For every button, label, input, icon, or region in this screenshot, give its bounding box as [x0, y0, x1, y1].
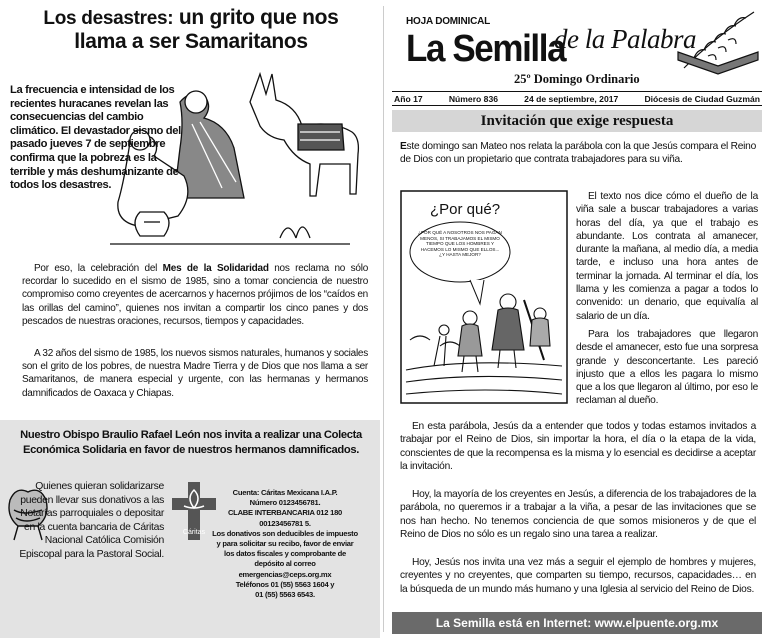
cartoon-title: ¿Por qué? [430, 201, 501, 218]
issue-number: Número 836 [448, 93, 499, 104]
bishop-call: Nuestro Obispo Braulio Rafael León nos invita a realizar una Colecta Económica Solidaria en favor de nuestros hermanos damnificados. [20, 429, 362, 456]
cartoon-speech: ¿POR QUÉ A NOSOTROS NOS PAGAN MENOS, SI TRABAJAMOS EL MISMO TIEMPO QUE LOS HOMBRES Y HACEMOS LO MISMO QUE ELLOS... ¿Y HASTA MEJOR? [418, 230, 502, 258]
mes-solidaridad-bold: Mes de la Solidaridad [162, 263, 269, 274]
left-title [8, 6, 374, 54]
website-banner[interactable]: La Semilla está en Internet: www.elpuente.org.mx [392, 612, 762, 634]
body-paragraph-2 [400, 488, 756, 541]
p1-text-a: Por eso, la celebración del [34, 263, 163, 274]
caritas-cross-icon [170, 480, 218, 544]
caritas-line-1: Cuenta: Cáritas Mexicana I.A.P. [232, 488, 338, 497]
caritas-line-3: CLABE INTERBANCARIA 012 180 [227, 508, 343, 518]
title-part-a: Los desastres: [43, 8, 174, 29]
b3-text: Hoy, Jesús nos invita una vez más a seguir el ejemplo de hombres y mujeres, creyentes y no creyentes, que comparten su tiempo, recursos, capacidades… en la búsqueda de un mundo más humano y una Iglesia al servicio del Reino de Dios. [400, 557, 756, 595]
side-paragraph-1 [576, 190, 758, 323]
caritas-email: emergencias@ceps.org.mx [238, 569, 332, 579]
left-lead-text: La frecuencia e intensidad de los recientes huracanes revelan las consecuencias del cambio climático. El devastador sismo del pasado jueves 7 de septiembre confirma que la pobreza es la terrible y más deshumanizante de todos los desastres. [10, 84, 181, 192]
drop-cap: E [400, 141, 407, 152]
brand-de-la-palabra: de la Palabra [554, 24, 696, 54]
p2-text: A 32 años del sismo de 1985, los nuevos sismos naturales, humanos y sociales son el grito de los pobres, de nuestra Madre Tierra y de Dios que nos llama a ser Samaritanos, de manera especial y urgente, con las hermanas y hermanos damnificados de Oaxaca y Chiapas. [22, 348, 368, 399]
intro-text: ste domingo san Mateo nos relata la parábola con la que Jesús compara el Reino de Dios con un propietario que contrata trabajadores para su viña. [400, 141, 756, 166]
issue-date: 24 de septiembre, 2017 [524, 93, 619, 104]
b2-text: Hoy, la mayoría de los creyentes en Jesús, a diferencia de los trabajadores de la parábola, no queremos ir a trabajar a la viña, a pesar de las invitaciones que se nos han hecho. No tenemos conciencia de que somos misioneros y de que el Reino de Dios no sólo es un regalo sino una tarea a realizar. [400, 489, 756, 540]
workers-cartoon [400, 190, 568, 404]
side1-text: El texto nos dice cómo el dueño de la viña sale a buscar trabajadores a varias horas del día, ya que el trabajo es abundante. Los contrata al amanecer, durante la mañana, al medio día, a media tarde, e incluso una hora antes de terminar la jornada. Al terminar el día, los llama y les comienza a pagar a todos lo convenido: un denario, que equivalía al salario de un día. [576, 191, 758, 322]
issue-info-bar [392, 91, 762, 106]
caritas-account-info [212, 488, 358, 600]
sismo-paragraph [22, 347, 368, 400]
caritas-line-2: Número 0123456781. [249, 498, 321, 508]
p1-text-b: nos reclama no sólo recordar lo sucedido en el sismo de 1985, sino a tomar conciencia de nuestro compromiso como creyentes de acercarnos y hacernos prójimos de los “caídos en las orillas del camino”, quienes nos invitan a compartir los cinco panes y dos pescados de nuestras oraciones, recursos, tiempos y capacidades. [22, 263, 368, 327]
caritas-line-7: Teléfonos 01 (55) 5563 1604 y [235, 579, 335, 589]
caritas-line-8: 01 (55) 5563 6543. [255, 590, 315, 600]
body-paragraph-3 [400, 556, 756, 596]
wheat-book-icon [674, 8, 760, 78]
caritas-logo-text: Cáritas [182, 529, 206, 536]
title-line2: llama a ser Samaritanos [74, 30, 308, 53]
side-paragraph-2 [576, 328, 758, 408]
donate-text: Quienes quieran solidarizarse pueden llevar sus donativos a las Notarías parroquiales o depositar en la cuenta bancaria de Cáritas Nacional Católica Comisión Episcopal para la Pastoral Social. [19, 481, 164, 560]
solidarity-paragraph [22, 262, 368, 328]
masthead [384, 0, 768, 96]
title-part-b: un grito que nos [173, 6, 339, 29]
caritas-line-5: Los donativos son deducibles de impuesto y para solicitar su recibo, favor de enviar los datos fiscales y comprobante de depósito al correo [212, 528, 358, 569]
body-paragraph-1 [400, 420, 756, 473]
caritas-line-4: 00123456781 5. [259, 518, 311, 528]
brand-la-semilla: La Semilla [406, 28, 566, 70]
b1-text: En esta parábola, Jesús da a entender que todos y todas estamos invitados a trabajar por el Reino de Dios, sin importar la hora, el día o la etapa de la vida, conscientes de que la recompensa es la misma y lo esencial es decidirse a aceptar la invitación. [400, 421, 756, 472]
sunday-label: 25º Domingo Ordinario [514, 72, 640, 86]
intro-paragraph [400, 140, 756, 167]
issue-diocese: Diócesis de Ciudad Guzmán [644, 93, 760, 104]
hoja-dominical-label: HOJA DOMINICAL [406, 16, 491, 27]
article-heading: Invitación que exige respuesta [392, 110, 762, 132]
side2-text: Para los trabajadores que llegaron desde el amanecer, esto fue una sorpresa grande y desconcertante. Les pareció injusto que a ellos les pagara lo mismo que a los que llegaron al último, por eso le reclaman al dueño. [576, 329, 758, 407]
right-page [384, 0, 768, 638]
issue-year: Año 17 [394, 93, 423, 104]
